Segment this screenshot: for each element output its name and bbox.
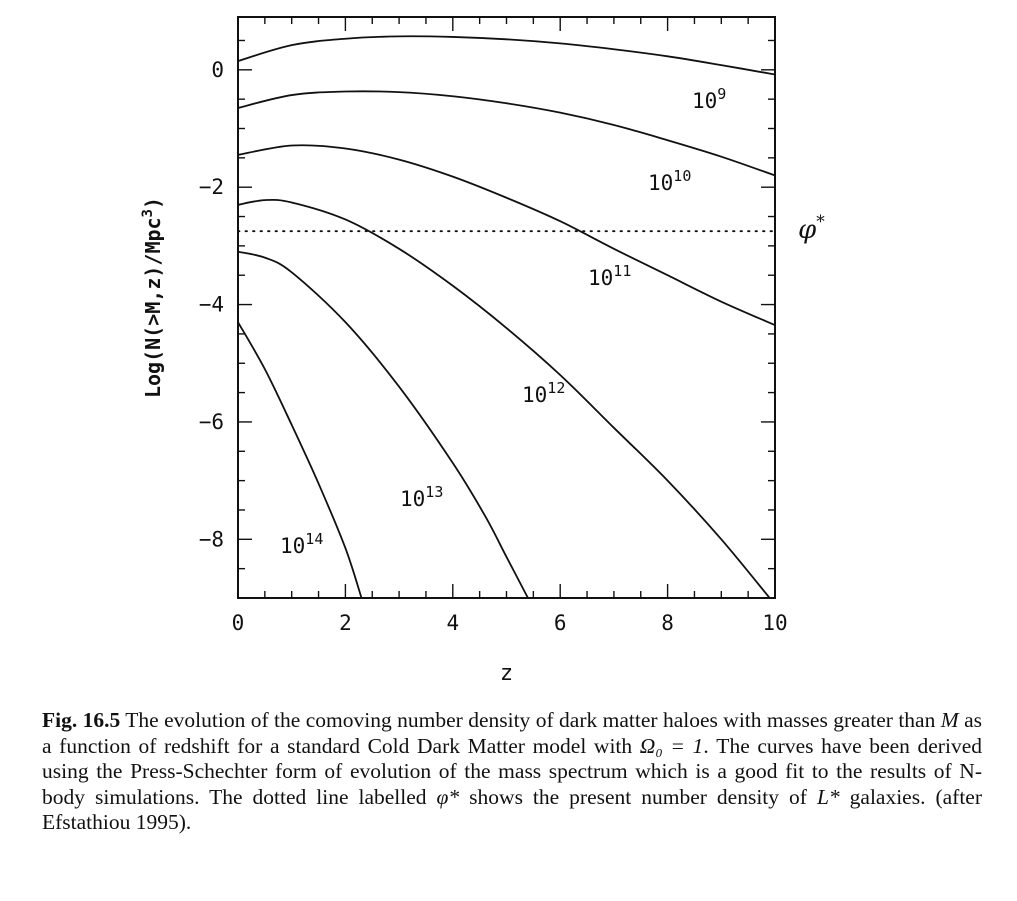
- series-line: [238, 36, 775, 74]
- series-label: $10^{14}$: [280, 530, 324, 558]
- curve-labels: [280, 85, 726, 558]
- curves: [238, 36, 775, 598]
- y-axis-label-sup: 3: [140, 208, 156, 218]
- reference-line-group: [238, 212, 825, 245]
- series-label: $10^{10}$: [648, 167, 692, 195]
- caption-omega: Ω₀ = 1: [639, 733, 704, 758]
- y-tick-label: −2: [198, 175, 224, 200]
- x-tick-label: 0: [231, 611, 245, 635]
- caption-m: M: [940, 708, 959, 732]
- x-tick-label: 2: [339, 611, 352, 635]
- caption-label: Fig. 16.5: [42, 708, 121, 732]
- caption-lstar: L*: [816, 784, 840, 809]
- caption-phi: φ*: [436, 784, 460, 809]
- x-tick-label: 4: [446, 611, 460, 635]
- y-axis-label: Log(N(>M,z)/Mpc$^3$): [140, 196, 165, 399]
- x-axis-label: z: [499, 661, 514, 686]
- series-label: $10^9$: [692, 85, 727, 113]
- series-line: [238, 145, 775, 325]
- y-tick-label: −6: [198, 409, 224, 434]
- series-label: $10^{13}$: [400, 483, 444, 511]
- y-tick-label: 0: [211, 57, 224, 82]
- y-tick-label: −4: [198, 292, 224, 317]
- reference-label: φ*: [798, 212, 825, 246]
- y-tick-label: −8: [198, 527, 224, 552]
- series-label: $10^{12}$: [522, 379, 566, 407]
- x-tick-label: 8: [661, 611, 674, 635]
- figure-caption: Fig. 16.5 The evolution of the comoving number density of dark matter haloes with masses greater than M as a function of redshift for a standard Cold Dark Matter model with Ω₀ = 1. The curves have been derived using the Press-Schechter form of evolution of the mass spectrum which is a good fit to the results of N-body simulations. The dotted line labelled φ* shows the present number density of L* galaxies. (after Efstathiou 1995).: [42, 708, 982, 834]
- x-tick-label: 6: [553, 611, 567, 635]
- series-label: $10^{11}$: [588, 262, 632, 290]
- x-tick-label: 10: [762, 611, 788, 635]
